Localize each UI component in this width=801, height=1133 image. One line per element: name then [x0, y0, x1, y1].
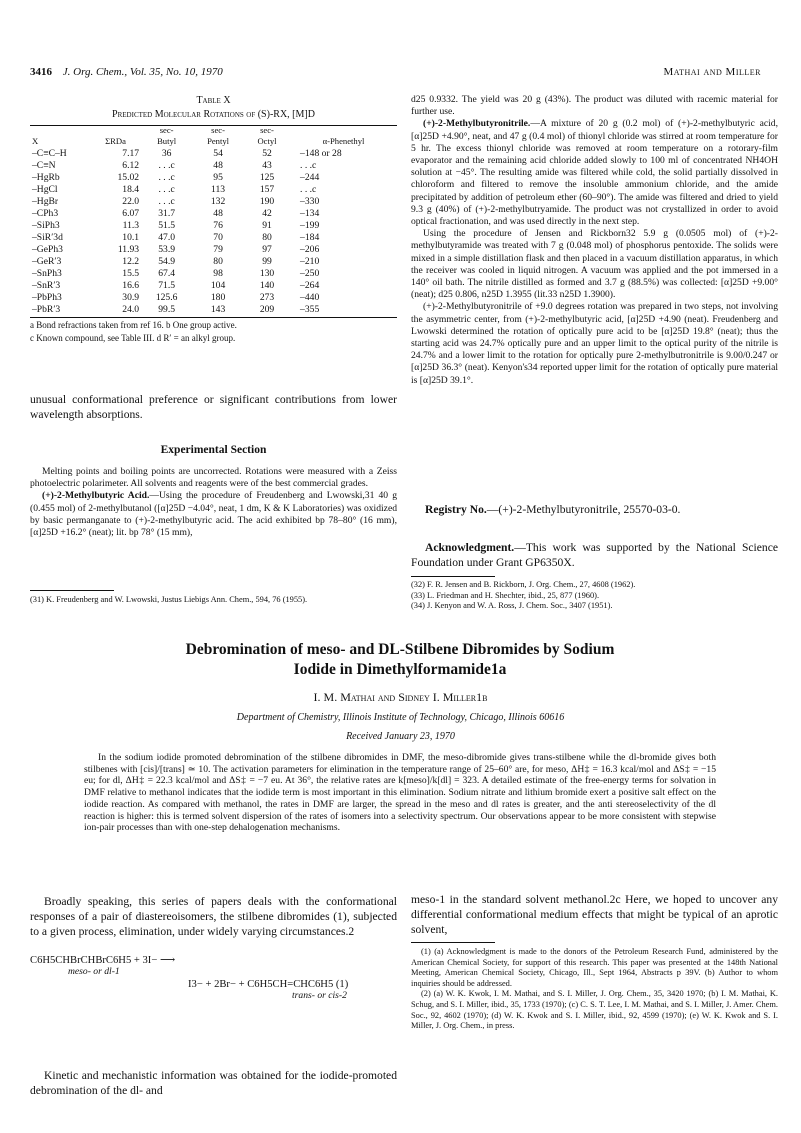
table-cell: 54 [213, 148, 223, 159]
table-row [30, 304, 397, 316]
article-footnote-rule [411, 942, 495, 943]
table-cell: . . .c [300, 184, 317, 195]
right-para-3: (+)-2-Methylbutyronitrile of +9.0 degrees rotation was prepared in two steps, not involving the asymmetric center, from (+)-2-methylbutyric acid, [α]25D +4.90 (neat). Freudenberg and Lwowski determined the rotation of optically pure acid to be [α]25D 19.8° (neat); thus the starting acid was 24.7% optically pure and an upper limit to the optical purity of the nitrile is 24.7% and a lower limit to the rotation for optically pure 2-methylbutronitrile is 9.00/0.247 or [α]25D 36.3° (neat). Kenyon's34 reported upper limit for the rotation of optically pure material is [α]25D 39.1°. [411, 301, 778, 386]
table-cell: –SiPh3 [32, 220, 60, 231]
table-cell: 42 [262, 208, 272, 219]
table-cell: –PbR′3 [32, 304, 61, 315]
table-cell: 11.3 [122, 220, 140, 231]
table-cell: 130 [259, 268, 275, 279]
table-cell: –SnR′3 [32, 280, 61, 291]
table-cell: –330 [300, 196, 320, 207]
table-cell: 143 [210, 304, 226, 315]
table-cell: –244 [300, 172, 320, 183]
right-para-1-body: —A mixture of 20 g (0.2 mol) of (+)-2-methylbutyric acid, [α]25D +4.90°, neat, and 47 g (0.4 mol) of thionyl chloride was stirred at room temperature for 5 hr. The excess thionyl chloride was removed at room temperature on a rotorary-film evaporator and the remaining acid chloride added slowly to 100 ml of concentrated NH4OH solution at −45°. The resulting amide was filtered while cold, the solid partially dissolved in chloroform and filtered to remove the insoluble ammonium chloride, and the amide precipitated by addition of petroleum ether (60–90°). The amide was filtered and dried to yield 9.3 g (40%) of (+)-2-methylbutryamide. The product was not crystallized in order to avoid optical fractionation, and was used directly in the next step. [411, 118, 778, 228]
table-cell: 6.07 [122, 208, 140, 219]
table-cell: –HgCl [32, 184, 58, 195]
intro-paragraph: Broadly speaking, this series of papers deals with the conformational responses of a pair of diastereoisomers, the stilbene dibromides (1), subjected to a given process, elimination, under widely varying circumstances.2 [30, 895, 397, 938]
table-cell: 12.2 [122, 256, 140, 267]
table-cell: 273 [259, 292, 275, 303]
right-para-1-head: (+)-2-Methylbutyronitrile. [423, 118, 531, 130]
experimental-para-2-body: —Using the procedure of Freudenberg and Lwowski,31 40 g (0.455 mol) of 2-methylbutanol ([α]25D −4.04°, neat, 1 dm, K & K Laboratories) was oxidized by basic permanganate to (+)-2-methylbutyric acid. The acid exhibited bp 78–80° (16 mm), [α]25D +16.2° (neat); lit. bp 78° (15 mm), [30, 490, 397, 539]
table-cell: –440 [300, 292, 320, 303]
experimental-para-2 [30, 490, 397, 539]
left-column-top [30, 94, 397, 344]
table-row [30, 148, 397, 160]
table-header-prefix: sec- [159, 125, 174, 135]
table-cell: 98 [213, 268, 223, 279]
table-cell: 132 [210, 196, 226, 207]
registry-paragraph [411, 502, 778, 517]
table-column-header: Octyl [257, 136, 277, 146]
table-cell: 53.9 [158, 244, 176, 255]
table-cell: . . .c [300, 160, 317, 171]
table-cell: –C≡N [32, 160, 56, 171]
table-cell: 95 [213, 172, 223, 183]
table-cell: –HgBr [32, 196, 59, 207]
running-header-left [30, 66, 223, 78]
footnote-33: (33) L. Friedman and H. Shechter, ibid., 25, 877 (1960). [411, 590, 600, 600]
table-header-prefix [30, 126, 90, 137]
table-cell: . . .c [158, 184, 175, 195]
table-cell: –PbPh3 [32, 292, 62, 303]
right-para-2: Using the procedure of Jensen and Rickborn32 5.9 g (0.0505 mol) of (+)-2-methylbutyramide was treated with 7 g (0.048 mol) of phosphorus pentoxide. The solids were mixed in a simple distillation flask and then placed in a vacuum distillation apparatus, in which the receiver was cooled in liquid nitrogen. A vacuum was applied and the pot immersed in a 140° oil bath. The nitrile distilled as formed and 3.7 g (88.5%) was collected: [α]25D +9.00° (neat); d25 0.806, n25D 1.3955 (lit.33 n25D 1.3900). [411, 228, 778, 301]
table-cell: 16.6 [122, 280, 140, 291]
table-row [30, 220, 397, 232]
table-cell: 51.5 [158, 220, 176, 231]
table-cell: 15.5 [122, 268, 140, 279]
table-cell: . . .c [158, 160, 175, 171]
continued-paragraph: unusual conformational preference or significant contributions from lower wavelength absorptions. [30, 393, 397, 421]
right-column-top [411, 94, 778, 387]
equation-product-label: trans- or cis-2 [292, 990, 347, 1001]
table-cell: 99 [262, 256, 272, 267]
article-affiliation: Department of Chemistry, Illinois Institute of Technology, Chicago, Illinois 60616 [236, 712, 565, 723]
article-title-line-2: Iodide in Dimethylformamide1a [293, 661, 507, 678]
table-column-header: α-Phenethyl [322, 136, 365, 146]
experimental-para-1: Melting points and boiling points are uncorrected. Rotations were measured with a Zeiss photoelectric polarimeter. All solvents and reagents were of the best commercial grades. [30, 466, 397, 490]
table-cell: –206 [300, 244, 320, 255]
experimental-section-title: Experimental Section [160, 444, 267, 456]
table-cell: 125 [259, 172, 275, 183]
kinetic-paragraph: Kinetic and mechanistic information was obtained for the iodide-promoted debromination of the dl- and [30, 1069, 397, 1097]
acknowledgment-body: —This work was supported by the National Science Foundation under Grant GP6350X. [411, 541, 778, 569]
table-cell: 15.02 [117, 172, 140, 183]
table-cell: 97 [262, 244, 272, 255]
table-cell: 104 [210, 280, 226, 291]
article-title-line-1: Debromination of meso- and DL-Stilbene Dibromides by Sodium [185, 641, 615, 658]
table-cell: –148 or 28 [300, 148, 342, 159]
table-cell: 48 [213, 208, 223, 219]
table-cell: 157 [259, 184, 275, 195]
table-column-header: Butyl [157, 136, 177, 146]
table-cell: –HgRb [32, 172, 60, 183]
table-cell: –CPh3 [32, 208, 59, 219]
table-cell: 180 [210, 292, 226, 303]
equation-products: I3− + 2Br− + C6H5CH=CHC6H5 (1) [188, 979, 349, 990]
table-row [30, 256, 397, 268]
table-cell: –210 [300, 256, 320, 267]
table-header-row [30, 137, 397, 148]
table-cell: –SiR′3d [32, 232, 63, 243]
table-row [30, 232, 397, 244]
table-cell: 125.6 [155, 292, 178, 303]
table-subtitle: Predicted Molecular Rotations of (S)-RX, [M]D [112, 109, 315, 120]
table-cell: 18.4 [122, 184, 140, 195]
registry-body: —(+)-2-Methylbutyronitrile, 25570-03-0. [486, 503, 681, 516]
table-column-header: X [32, 136, 39, 146]
table-cell: 91 [262, 220, 272, 231]
table-cell: . . .c [158, 172, 175, 183]
acknowledgment-head: Acknowledgment. [425, 541, 515, 554]
registry-head: Registry No. [425, 503, 487, 516]
table-cell: –250 [300, 268, 320, 279]
table-cell: 99.5 [158, 304, 176, 315]
table-cell: 52 [262, 148, 272, 159]
journal-citation: J. Org. Chem., Vol. 35, No. 10, 1970 [62, 66, 223, 78]
table-cell: 140 [259, 280, 275, 291]
table-column-header: ΣRDa [105, 136, 126, 146]
table-cell: 6.12 [122, 160, 140, 171]
table-cell: 70 [213, 232, 223, 243]
table-cell: 10.1 [122, 232, 140, 243]
footnote-32: (32) F. R. Jensen and B. Rickborn, J. Org. Chem., 27, 4608 (1962). [411, 580, 636, 589]
article-abstract: In the sodium iodide promoted debromination of the stilbene dibromides in DMF, the meso-dibromide gives trans-stilbene while the dl-bromide gives both stilbenes with [cis]/[trans] ≃ 10. The activation parameters for elimination in the temperature range of 25–60° are, for meso, ΔH‡ = 16.3 kcal/mol and ΔS‡ = −15 eu; for dl, ΔH‡ = 22.3 kcal/mol and ΔS‡ = −7 eu. At 36°, the relative rates are k[meso]/k[dl] = 323. A detailed estimate of the free-energy terms for solvation in DMF relative to methanol indicates that the iodide term is most important in this elimination. Sodium nitrate and lithium bromide exert a positive salt effect on the iodide reaction. As compared with methanol, the rates in DMF are larger, the spread in the meso and dl rates is greater, and the anti stereoselectivity of the dl reaction is higher: this is termed solvent dispersion of the rates of isomers into a selectivity spectrum. Our observations appear to be more consistent with stepwise ion-pair processes than with one-step dehalogenation mechanisms. [84, 752, 716, 834]
article-authors: I. M. Mathai and Sidney I. Miller1b [313, 690, 488, 704]
table-cell: 31.7 [158, 208, 176, 219]
table-row [30, 196, 397, 208]
table-cell: 47.0 [158, 232, 176, 243]
table-footnote-2: c Known compound, see Table III. d R′ = an alkyl group. [30, 333, 236, 343]
table-cell: 80 [213, 256, 223, 267]
table-row [30, 280, 397, 292]
table-cell: 71.5 [158, 280, 176, 291]
equation-reactants: C6H5CHBrCHBrC6H5 + 3I− ⟶ [30, 955, 176, 966]
table-row [30, 208, 397, 220]
table-header-prefix: sec- [260, 125, 274, 135]
footnote-31: (31) K. Freudenberg and W. Lwowski, Justus Liebigs Ann. Chem., 594, 76 (1955). [30, 595, 308, 604]
table-cell: 209 [259, 304, 275, 315]
table-row [30, 268, 397, 280]
table-cell: 24.0 [122, 304, 140, 315]
equation-reactant-label: meso- or dl-1 [68, 966, 120, 977]
right-para-0: d25 0.9332. The yield was 20 g (43%). The product was diluted with racemic material for further use. [411, 94, 778, 118]
table-cell: 30.9 [122, 292, 140, 303]
right-para-1 [411, 118, 778, 228]
table-row [30, 292, 397, 304]
table-row [30, 184, 397, 196]
table-row [30, 244, 397, 256]
experimental-para-2-head: (+)-2-Methylbutyric Acid. [42, 490, 150, 502]
article-footnote-2: (2) (a) W. K. Kwok, I. M. Mathai, and S. I. Miller, J. Org. Chem., 35, 3420 1970; (b) I. M. Mathai, K. Schug, and S. I. Miller, ibid., 35, 1733 (1970); (c) C. S. T. Lee, I. M. Mathai, and S. I. Miller, J. Amer. Chem. Soc., 92, 4602 (1970); (d) W. K. Kwok and S. I. Miller, ibid., 92, 4599 (1970); (e) W. K. Kwok and S. I. Miller, J. Org. Chem., in press. [411, 989, 778, 1031]
table-cell: 67.4 [158, 268, 176, 279]
table-title: Table X [196, 95, 231, 106]
table-cell: 190 [259, 196, 275, 207]
table-cell: 43 [262, 160, 272, 171]
table-cell: 48 [213, 160, 223, 171]
article-title [80, 640, 720, 680]
acknowledgment-paragraph [411, 540, 778, 570]
table-cell: . . .c [158, 196, 175, 207]
table-row [30, 172, 397, 184]
footnote-rule [30, 590, 114, 591]
table-cell: 54.9 [158, 256, 176, 267]
footnote-34: (34) J. Kenyon and W. A. Ross, J. Chem. Soc., 3407 (1951). [411, 601, 613, 611]
running-header-authors: Mathai and Miller [663, 66, 761, 78]
table-cell: –134 [300, 208, 320, 219]
table-cell: –GeR′3 [32, 256, 62, 267]
right-intro-paragraph: meso-1 in the standard solvent methanol.2c Here, we hoped to uncover any differential conformational medium effects that might be typical of an aprotic solvent, [411, 893, 778, 936]
right-footnote-rule [411, 576, 495, 577]
table-header-prefix: sec- [211, 125, 225, 135]
table-cell: 7.17 [122, 148, 140, 159]
page-number: 3416 [30, 66, 52, 78]
table-cell: 80 [262, 232, 272, 243]
rotation-table [30, 126, 397, 316]
table-cell: –199 [300, 220, 320, 231]
table-cell: –184 [300, 232, 320, 243]
table-cell: 11.93 [117, 244, 140, 255]
table-row [30, 160, 397, 172]
table-cell: 113 [211, 184, 226, 195]
article-received-date: Received January 23, 1970 [346, 731, 455, 742]
table-cell: –C≡C–H [32, 148, 67, 159]
experimental-text [30, 466, 397, 539]
table-column-header: Pentyl [207, 136, 230, 146]
table-cell: 22.0 [122, 196, 140, 207]
table-footnote-1: a Bond refractions taken from ref 16. b One group active. [30, 320, 237, 330]
table-cell: 79 [213, 244, 223, 255]
table-cell: –355 [300, 304, 320, 315]
table-cell: 76 [213, 220, 223, 231]
reaction-equation [30, 954, 397, 1001]
table-cell: –264 [300, 280, 320, 291]
table-cell: –SnPh3 [32, 268, 62, 279]
table-cell: –GePh3 [32, 244, 63, 255]
article-footnote-1: (1) (a) Acknowledgment is made to the donors of the Petroleum Research Fund, administered by the American Chemical Society, for support of this research. This paper was presented at the 148th National Meeting, American Chemical Society, Chicago, Ill., Sept 1964, Abstracts p 39V. (b) Author to whom inquiries should be addressed. [411, 947, 778, 988]
table-cell: 36 [161, 148, 172, 159]
